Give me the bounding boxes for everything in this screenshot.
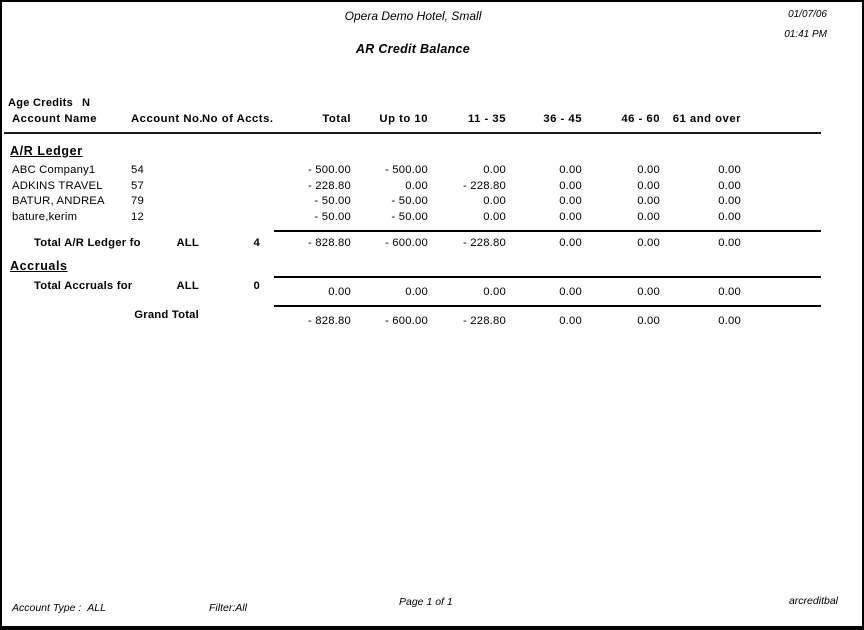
cell-46-60: 0.00	[637, 210, 660, 223]
footer-report-id: arcreditbal	[788, 595, 838, 607]
table-row	[4, 179, 821, 195]
total-46-60: 0.00	[637, 237, 660, 249]
cell-total: - 50.00	[314, 195, 351, 207]
cell-36-45: 0.00	[559, 210, 582, 223]
col-header-61-and-over: 61 and over	[672, 113, 741, 125]
cell-account-name: bature,kerim	[12, 210, 78, 223]
table-row	[4, 194, 821, 210]
grand-total-46-60: 0.00	[637, 315, 660, 327]
divider-above-ar-total	[274, 230, 821, 232]
cell-36-45: 0.00	[559, 195, 582, 207]
report-datetime	[784, 9, 827, 40]
credit-balance-table	[4, 113, 821, 327]
col-header-no-of-accts: No of Accts.	[202, 113, 274, 125]
cell-46-60: 0.00	[637, 195, 660, 207]
total-61-over: 0.00	[718, 237, 741, 249]
total-36-45: 0.00	[559, 286, 582, 298]
report-title: AR Credit Balance	[355, 42, 471, 56]
col-header-account-name: Account Name	[12, 113, 98, 125]
total-no-of-accts: 0	[253, 280, 260, 292]
accruals-total-row	[4, 279, 821, 303]
total-36-45: 0.00	[559, 237, 582, 249]
cell-11-35: 0.00	[483, 210, 506, 223]
col-header-11-35: 11 - 35	[467, 113, 506, 125]
cell-total: - 228.80	[307, 179, 351, 192]
report-date: 01/07/06	[788, 9, 827, 20]
table-header-row	[4, 113, 821, 134]
cell-up-to-10: - 500.00	[384, 164, 428, 176]
age-credits	[8, 97, 90, 109]
cell-total: - 500.00	[307, 164, 351, 176]
total-total: 0.00	[328, 286, 351, 298]
footer-page-number: Page 1 of 1	[399, 596, 453, 608]
footer-account-type	[12, 602, 106, 614]
total-11-35: 0.00	[483, 286, 506, 298]
grand-total-up-to-10: - 600.00	[384, 315, 428, 327]
grand-total-61-over: 0.00	[718, 315, 741, 327]
col-header-36-45: 36 - 45	[543, 113, 582, 125]
col-header-up-to-10: Up to 10	[379, 113, 428, 125]
cell-no-of-accts	[202, 210, 262, 226]
cell-11-35: 0.00	[483, 164, 506, 176]
age-credits-label: Age Credits	[8, 97, 74, 109]
cell-11-35: 0.00	[483, 195, 506, 207]
footer-filter: Filter:All	[209, 602, 247, 614]
cell-11-35: - 228.80	[462, 179, 506, 192]
table-row	[4, 210, 821, 226]
total-label: Total A/R Ledger fo	[34, 237, 141, 249]
cell-account-no: 54	[131, 164, 144, 176]
cell-up-to-10: 0.00	[405, 179, 428, 192]
cell-no-of-accts	[202, 163, 262, 179]
table-row	[4, 163, 821, 179]
total-46-60: 0.00	[637, 286, 660, 298]
cell-61-over: 0.00	[718, 164, 741, 176]
cell-account-no: 57	[131, 179, 144, 192]
cell-account-name: BATUR, ANDREA	[12, 195, 105, 207]
total-total: - 828.80	[307, 237, 351, 249]
cell-36-45: 0.00	[559, 179, 582, 192]
grand-total-row	[4, 308, 821, 327]
cell-61-over: 0.00	[718, 210, 741, 223]
total-up-to-10: - 600.00	[384, 237, 428, 249]
cell-61-over: 0.00	[718, 195, 741, 207]
cell-total: - 50.00	[314, 210, 351, 223]
section-header-ar-ledger: A/R Ledger	[10, 144, 83, 158]
col-header-account-no: Account No.	[131, 113, 204, 125]
cell-account-name: ABC Company1	[12, 164, 96, 176]
grand-total-36-45: 0.00	[559, 315, 582, 327]
report-time: 01:41 PM	[784, 29, 827, 40]
section-header-accruals: Accruals	[10, 259, 68, 273]
total-account-no: ALL	[176, 237, 199, 249]
total-11-35: - 228.80	[462, 237, 506, 249]
grand-total-total: - 828.80	[307, 315, 351, 327]
cell-account-no: 79	[131, 195, 144, 207]
cell-no-of-accts	[202, 194, 262, 210]
cell-account-no: 12	[131, 210, 144, 223]
total-account-no: ALL	[176, 280, 199, 292]
grand-total-11-35: - 228.80	[462, 315, 506, 327]
cell-up-to-10: - 50.00	[391, 195, 428, 207]
col-header-spacer	[742, 113, 821, 125]
cell-61-over: 0.00	[718, 179, 741, 192]
total-up-to-10: 0.00	[405, 286, 428, 298]
age-credits-value: N	[82, 97, 91, 109]
total-61-over: 0.00	[718, 286, 741, 298]
grand-total-label: Grand Total	[134, 309, 199, 321]
ar-ledger-rows	[4, 163, 821, 225]
cell-up-to-10: - 50.00	[391, 210, 428, 223]
ar-ledger-total-row	[4, 236, 821, 250]
col-header-46-60: 46 - 60	[621, 113, 660, 125]
cell-36-45: 0.00	[559, 164, 582, 176]
hotel-name: Opera Demo Hotel, Small	[344, 9, 482, 23]
total-no-of-accts: 4	[253, 237, 260, 249]
cell-46-60: 0.00	[637, 164, 660, 176]
cell-account-name: ADKINS TRAVEL	[12, 179, 103, 192]
report-header	[2, 2, 824, 56]
account-type-value: ALL	[87, 602, 106, 614]
divider-above-accruals-total	[274, 276, 821, 278]
cell-no-of-accts	[202, 179, 262, 195]
total-label: Total Accruals for	[34, 280, 133, 292]
account-type-label: Account Type :	[12, 602, 82, 614]
col-header-total: Total	[322, 113, 351, 125]
cell-46-60: 0.00	[637, 179, 660, 192]
